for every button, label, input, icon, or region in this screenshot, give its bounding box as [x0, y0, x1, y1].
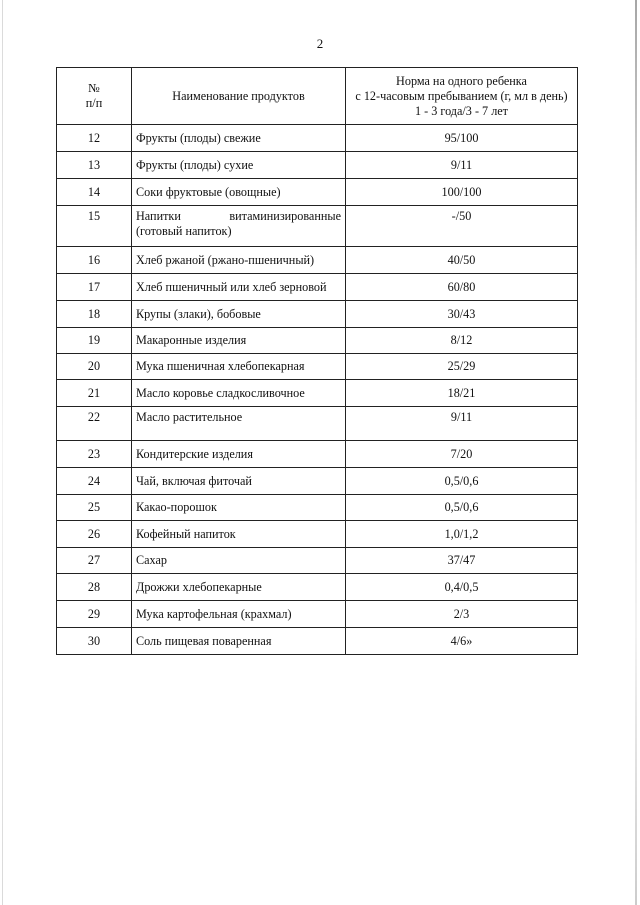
row-product-name: Фрукты (плоды) сухие [132, 152, 346, 179]
row-product-name: Чай, включая фиточай [132, 468, 346, 495]
row-norm: 37/47 [346, 548, 578, 574]
row-norm: 8/12 [346, 328, 578, 354]
table-row [57, 179, 578, 206]
row-number: 17 [57, 274, 132, 301]
row-product-name: Соль пищевая поваренная [132, 628, 346, 655]
table-row [57, 495, 578, 521]
row-number: 28 [57, 574, 132, 601]
header-number-symbol: № [88, 81, 100, 95]
row-product-name: Дрожжи хлебопекарные [132, 574, 346, 601]
row-number: 15 [57, 206, 132, 247]
header-product-name: Наименование продуктов [132, 68, 346, 125]
products-norm-table [56, 67, 578, 655]
table-row [57, 548, 578, 574]
row-norm: 4/6» [346, 628, 578, 655]
row-product-name: Кондитерские изделия [132, 441, 346, 468]
table-row [57, 247, 578, 274]
row-number: 24 [57, 468, 132, 495]
row-norm: 9/11 [346, 152, 578, 179]
row-number: 12 [57, 125, 132, 152]
table-row [57, 354, 578, 380]
row-product-name: Напитки витаминизированные (готовый напиток) [132, 206, 346, 247]
row-number: 20 [57, 354, 132, 380]
row-product-name: Хлеб пшеничный или хлеб зерновой [132, 274, 346, 301]
row-norm: 9/11 [346, 407, 578, 441]
table-row [57, 601, 578, 628]
row-number: 18 [57, 301, 132, 328]
header-number-pp: п/п [85, 96, 103, 110]
table-row [57, 125, 578, 152]
row-norm: 7/20 [346, 441, 578, 468]
row-product-name: Фрукты (плоды) свежие [132, 125, 346, 152]
row-norm: 40/50 [346, 247, 578, 274]
row-number: 13 [57, 152, 132, 179]
row-product-name: Мука пшеничная хлебопекарная [132, 354, 346, 380]
row-norm: 18/21 [346, 380, 578, 407]
page-number: 2 [316, 36, 324, 51]
row-number: 30 [57, 628, 132, 655]
row-product-name: Кофейный напиток [132, 521, 346, 548]
header-norm [346, 68, 578, 125]
table-row [57, 441, 578, 468]
row-product-name: Масло растительное [132, 407, 346, 441]
row-number: 23 [57, 441, 132, 468]
header-norm-line1: Норма на одного ребенка [396, 73, 527, 88]
row-product-name: Хлеб ржаной (ржано-пшеничный) [132, 247, 346, 274]
row-number: 29 [57, 601, 132, 628]
row-number: 22 [57, 407, 132, 441]
table-row [57, 380, 578, 407]
row-norm: 2/3 [346, 601, 578, 628]
row-norm: 0,5/0,6 [346, 468, 578, 495]
row-norm: 1,0/1,2 [346, 521, 578, 548]
row-product-name: Какао-порошок [132, 495, 346, 521]
row-norm: -/50 [346, 206, 578, 247]
header-norm-line2: с 12-часовым пребыванием (г, мл в день) [355, 88, 568, 103]
row-norm: 0,5/0,6 [346, 495, 578, 521]
row-product-name: Сахар [132, 548, 346, 574]
scan-edge-left [2, 0, 3, 905]
table-row [57, 301, 578, 328]
row-number: 21 [57, 380, 132, 407]
row-number: 14 [57, 179, 132, 206]
row-norm: 100/100 [346, 179, 578, 206]
table-row [57, 468, 578, 495]
row-norm: 60/80 [346, 274, 578, 301]
table-row [57, 206, 578, 247]
row-number: 26 [57, 521, 132, 548]
table-row [57, 328, 578, 354]
row-number: 25 [57, 495, 132, 521]
row-number: 19 [57, 328, 132, 354]
row-product-name: Крупы (злаки), бобовые [132, 301, 346, 328]
table-row [57, 152, 578, 179]
row-norm: 0,4/0,5 [346, 574, 578, 601]
table-row [57, 274, 578, 301]
scan-edge-right [635, 0, 637, 905]
row-product-name: Соки фруктовые (овощные) [132, 179, 346, 206]
row-product-name: Мука картофельная (крахмал) [132, 601, 346, 628]
row-norm: 25/29 [346, 354, 578, 380]
header-number [57, 68, 132, 125]
table-row [57, 574, 578, 601]
table-row [57, 521, 578, 548]
row-number: 16 [57, 247, 132, 274]
row-norm: 95/100 [346, 125, 578, 152]
row-number: 27 [57, 548, 132, 574]
row-product-name: Макаронные изделия [132, 328, 346, 354]
table-row [57, 407, 578, 441]
header-norm-line3: 1 - 3 года/3 - 7 лет [414, 103, 509, 118]
table-row [57, 628, 578, 655]
row-norm: 30/43 [346, 301, 578, 328]
table-header-row [57, 68, 578, 125]
row-product-name: Масло коровье сладкосливочное [132, 380, 346, 407]
